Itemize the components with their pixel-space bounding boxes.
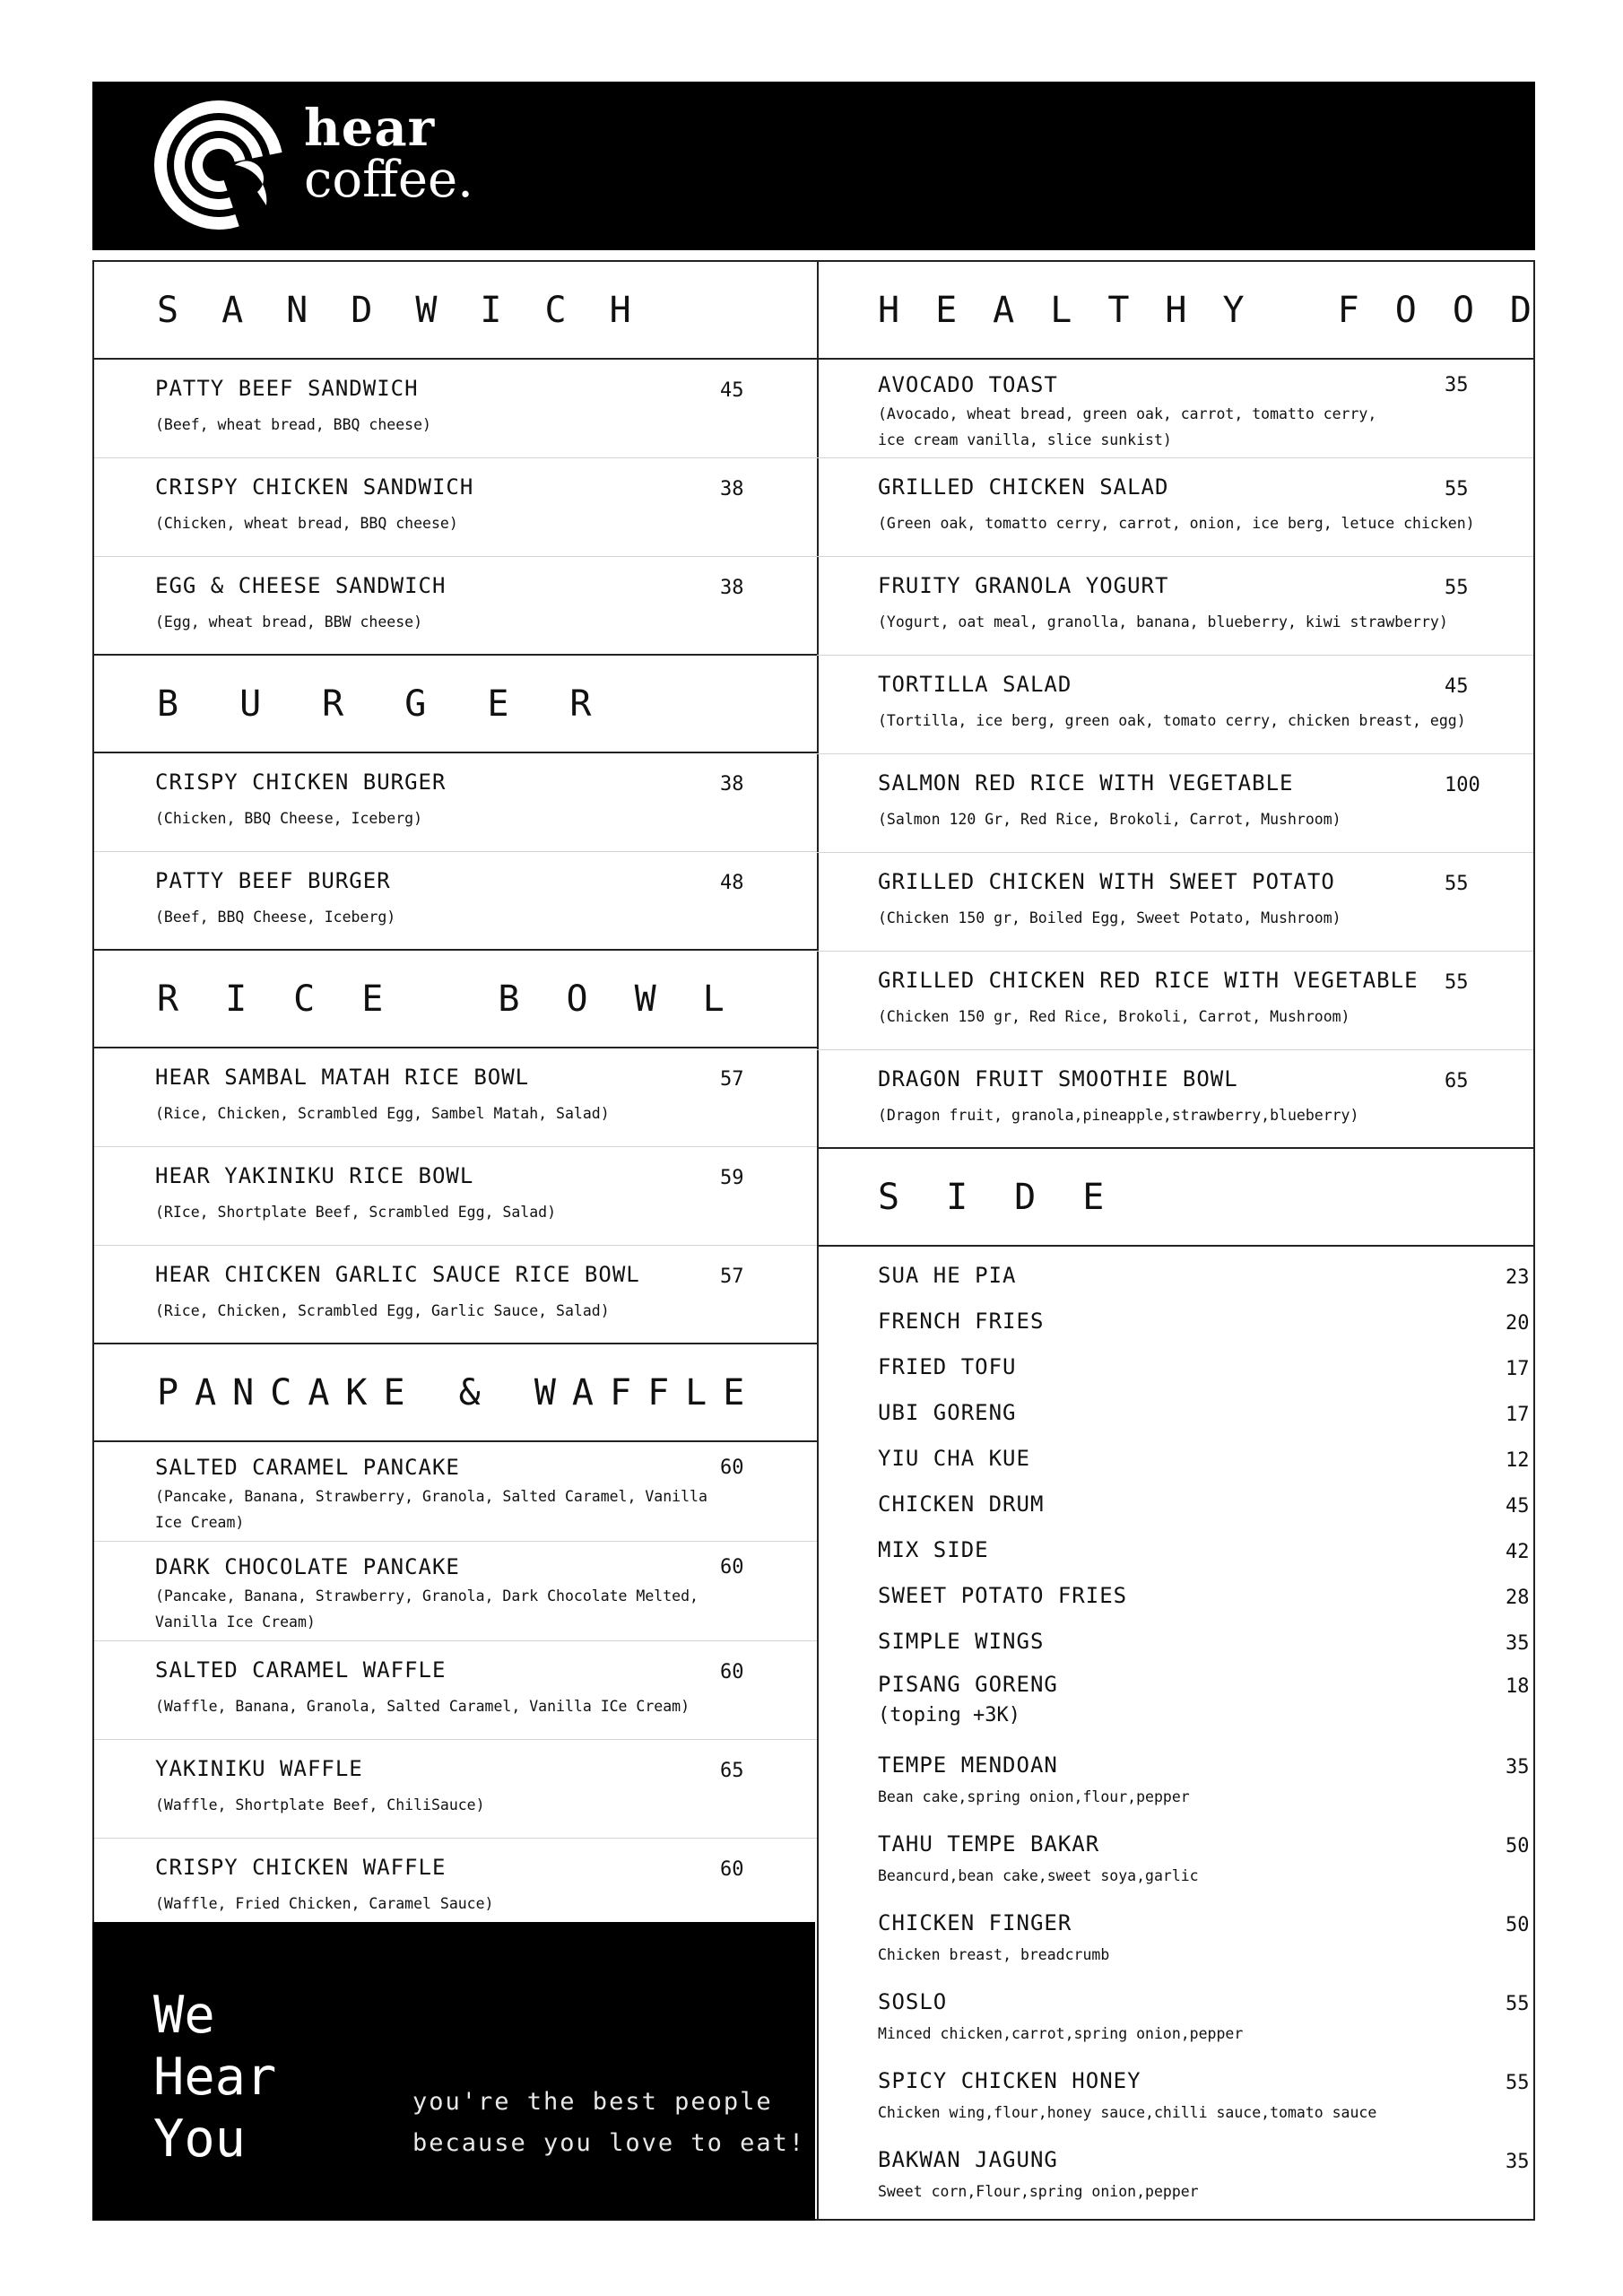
side-item-name: SIMPLE WINGS [878, 1629, 1045, 1654]
item-name: FRUITY GRANOLA YOGURT [878, 573, 1169, 598]
item-price: 38 [720, 577, 744, 599]
item-name: DRAGON FRUIT SMOOTHIE BOWL [878, 1066, 1238, 1091]
side-item-name: SWEET POTATO FRIES [878, 1583, 1128, 1608]
item-desc: (Dragon fruit, granola,pineapple,strawberry,blueberry) [878, 1107, 1359, 1124]
item-name: DARK CHOCOLATE PANCAKE [155, 1554, 460, 1579]
menu-item [817, 1050, 1533, 1149]
item-name: PATTY BEEF BURGER [155, 868, 391, 893]
side-item [878, 1309, 1533, 1354]
item-price: 38 [720, 773, 744, 796]
item-name: YAKINIKU WAFFLE [155, 1756, 363, 1781]
header-banner [92, 82, 1535, 250]
item-name: GRILLED CHICKEN SALAD [878, 474, 1169, 500]
section-title-pancake-waffle: PANCAKE & WAFFLE [94, 1344, 817, 1442]
item-desc: (Salmon 120 Gr, Red Rice, Brokoli, Carrot, Mushroom) [878, 811, 1341, 828]
side-item [878, 1446, 1533, 1492]
item-name: CRISPY CHICKEN BURGER [155, 770, 447, 795]
menu-item [94, 1542, 817, 1641]
item-name: PATTY BEEF SANDWICH [155, 376, 419, 401]
menu-right-column [817, 262, 1567, 2219]
item-price: 57 [720, 1265, 744, 1288]
side-item [878, 1263, 1533, 1309]
menu-item [94, 1641, 817, 1740]
item-name: SALTED CARAMEL WAFFLE [155, 1657, 447, 1683]
item-price: 59 [720, 1167, 744, 1189]
item-price: 55 [1445, 873, 1469, 895]
brand-name [304, 99, 473, 209]
item-name: EGG & CHEESE SANDWICH [155, 573, 447, 598]
footer-slogan-line-2: Hear [153, 2048, 277, 2107]
side-item-name: SOSLO [878, 1989, 948, 2014]
item-price: 65 [720, 1760, 744, 1782]
side-item-price: 20 [1506, 1312, 1530, 1335]
item-name: GRILLED CHICKEN WITH SWEET POTATO [878, 869, 1335, 894]
section-title-healthy-food: HEALTHY FOOD [817, 262, 1533, 360]
menu-item [94, 1442, 817, 1542]
side-item-desc: Chicken wing,flour,honey sauce,chilli sauce,tomato sauce [878, 2104, 1377, 2121]
side-item-name: MIX SIDE [878, 1537, 989, 1562]
item-name: CRISPY CHICKEN WAFFLE [155, 1855, 447, 1880]
item-name: CRISPY CHICKEN SANDWICH [155, 474, 474, 500]
side-item-name: CHICKEN DRUM [878, 1492, 1045, 1517]
item-price: 35 [1445, 374, 1469, 396]
side-item-price: 28 [1506, 1587, 1530, 1609]
footer-banner [92, 1922, 815, 2221]
menu-item [817, 557, 1533, 656]
side-item-desc: Bean cake,spring onion,flour,pepper [878, 1788, 1190, 1805]
item-desc: (Waffle, Fried Chicken, Caramel Sauce) [155, 1895, 494, 1912]
side-item-price: 12 [1506, 1449, 1530, 1472]
side-item-price: 17 [1506, 1404, 1530, 1426]
menu-item [94, 1147, 817, 1246]
item-price: 48 [720, 872, 744, 894]
item-price: 60 [720, 1858, 744, 1881]
menu-item [94, 360, 817, 458]
item-desc: (Beef, wheat bread, BBQ cheese) [155, 416, 431, 433]
item-price: 57 [720, 1068, 744, 1091]
item-desc: (Rice, Chicken, Scrambled Egg, Garlic Sauce, Salad) [155, 1302, 610, 1319]
side-item-name: SUA HE PIA [878, 1263, 1017, 1288]
side-item [878, 2068, 1533, 2147]
item-desc: (Chicken 150 gr, Red Rice, Brokoli, Carrot, Mushroom) [878, 1008, 1350, 1025]
brand-line-2: coffee. [304, 151, 473, 209]
side-item-name: FRIED TOFU [878, 1354, 1017, 1379]
side-item-price: 42 [1506, 1541, 1530, 1563]
menu-item [817, 754, 1533, 853]
item-name: GRILLED CHICKEN RED RICE WITH VEGETABLE [878, 968, 1419, 993]
section-title-side: SIDE [817, 1149, 1533, 1247]
menu-item [94, 753, 817, 852]
item-price: 55 [1445, 577, 1469, 599]
section-title-burger: BURGER [94, 656, 817, 753]
item-name: HEAR YAKINIKU RICE BOWL [155, 1163, 474, 1188]
item-price: 60 [720, 1661, 744, 1683]
item-desc: (Chicken, BBQ Cheese, Iceberg) [155, 810, 423, 827]
side-item-price: 55 [1506, 2072, 1530, 2094]
item-price: 45 [1445, 675, 1469, 698]
item-price: 45 [720, 379, 744, 402]
side-item-price: 23 [1506, 1266, 1530, 1289]
item-desc: (Waffle, Banana, Granola, Salted Caramel, Vanilla ICe Cream) [155, 1698, 690, 1715]
item-desc: (Tortilla, ice berg, green oak, tomato cerry, chicken breast, egg) [878, 712, 1466, 729]
item-desc: (Egg, wheat bread, BBW cheese) [155, 613, 423, 631]
side-item [878, 2147, 1533, 2226]
side-item-price: 50 [1506, 1835, 1530, 1857]
item-desc: (Avocado, wheat bread, green oak, carrot, tomatto cerry, ice cream vanilla, slice sunkist) [878, 405, 1377, 448]
footer-tagline [412, 2082, 805, 2164]
item-desc: (Chicken 150 gr, Boiled Egg, Sweet Potato, Mushroom) [878, 909, 1341, 926]
side-item-price: 50 [1506, 1914, 1530, 1936]
menu-item [94, 1048, 817, 1147]
side-item-name: TAHU TEMPE BAKAR [878, 1831, 1100, 1857]
menu-item [94, 458, 817, 557]
hear-coffee-logo-icon [152, 98, 286, 232]
side-item [878, 1752, 1533, 1831]
item-name: AVOCADO TOAST [878, 372, 1058, 397]
item-desc: (Chicken, wheat bread, BBQ cheese) [155, 515, 458, 532]
item-desc: (RIce, Shortplate Beef, Scrambled Egg, Salad) [155, 1204, 557, 1221]
item-desc: (Green oak, tomatto cerry, carrot, onion, ice berg, letuce chicken) [878, 515, 1475, 532]
footer-tagline-line-1: you're the best people [412, 2088, 773, 2116]
item-name: HEAR CHICKEN GARLIC SAUCE RICE BOWL [155, 1262, 640, 1287]
side-item-name: CHICKEN FINGER [878, 1910, 1072, 1935]
side-list [817, 1247, 1533, 2226]
item-price: 60 [720, 1556, 744, 1578]
side-item [878, 1354, 1533, 1400]
item-name: HEAR SAMBAL MATAH RICE BOWL [155, 1065, 530, 1090]
side-item [878, 1400, 1533, 1446]
side-item-price: 45 [1506, 1495, 1530, 1518]
menu-item [94, 557, 817, 656]
side-item [878, 1989, 1533, 2068]
menu-item [94, 1740, 817, 1839]
item-price: 60 [720, 1457, 744, 1479]
side-item-desc: Chicken breast, breadcrumb [878, 1946, 1110, 1963]
side-item-price: 35 [1506, 2151, 1530, 2173]
footer-slogan-line-3: You [153, 2109, 246, 2169]
footer-tagline-line-2: because you love to eat! [412, 2129, 806, 2157]
item-price: 65 [1445, 1070, 1469, 1092]
side-item [878, 1672, 1533, 1752]
item-price: 100 [1445, 774, 1480, 796]
menu-item [817, 656, 1533, 754]
menu-item [94, 1246, 817, 1344]
section-title-rice-bowl: RICE BOWL [94, 951, 817, 1048]
footer-slogan-line-1: We [153, 1986, 215, 2045]
side-item-price: 18 [1506, 1675, 1530, 1698]
side-item [878, 1492, 1533, 1537]
brand-line-1: hear [304, 99, 436, 158]
footer-slogan [153, 1985, 276, 2170]
item-name: SALMON RED RICE WITH VEGETABLE [878, 770, 1294, 796]
side-item-desc: Sweet corn,Flour,spring onion,pepper [878, 2183, 1199, 2200]
side-item [878, 1629, 1533, 1672]
side-item-name: TEMPE MENDOAN [878, 1752, 1058, 1778]
item-name: TORTILLA SALAD [878, 672, 1072, 697]
side-item-note: (toping +3K) [878, 1704, 1020, 1726]
item-desc: (Yogurt, oat meal, granolla, banana, blueberry, kiwi strawberry) [878, 613, 1448, 631]
menu-item [817, 458, 1533, 557]
side-item [878, 1831, 1533, 1910]
menu-item [817, 952, 1533, 1050]
item-desc: (Waffle, Shortplate Beef, ChiliSauce) [155, 1796, 485, 1813]
item-desc: (Pancake, Banana, Strawberry, Granola, Dark Chocolate Melted, Vanilla Ice Cream) [155, 1587, 699, 1631]
side-item [878, 1583, 1533, 1629]
side-item-name: YIU CHA KUE [878, 1446, 1030, 1471]
side-item-name: UBI GORENG [878, 1400, 1017, 1425]
side-item-price: 35 [1506, 1632, 1530, 1655]
side-item [878, 1537, 1533, 1583]
side-item-name: SPICY CHICKEN HONEY [878, 2068, 1141, 2093]
item-price: 55 [1445, 478, 1469, 500]
item-desc: (Rice, Chicken, Scrambled Egg, Sambel Matah, Salad) [155, 1105, 610, 1122]
side-item-name: FRENCH FRIES [878, 1309, 1045, 1334]
item-desc: (Beef, BBQ Cheese, Iceberg) [155, 909, 396, 926]
item-price: 38 [720, 478, 744, 500]
side-item-price: 55 [1506, 1993, 1530, 2015]
side-item-name: BAKWAN JAGUNG [878, 2147, 1058, 2172]
item-desc: (Pancake, Banana, Strawberry, Granola, Salted Caramel, Vanilla Ice Cream) [155, 1488, 707, 1531]
section-title-sandwich: SANDWICH [94, 262, 817, 360]
side-item-price: 35 [1506, 1756, 1530, 1779]
menu-item [94, 852, 817, 951]
menu-item [817, 360, 1533, 458]
item-price: 55 [1445, 971, 1469, 994]
side-item [878, 1910, 1533, 1989]
side-item-price: 17 [1506, 1358, 1530, 1380]
menu-item [817, 853, 1533, 952]
side-item-desc: Beancurd,bean cake,sweet soya,garlic [878, 1867, 1199, 1884]
side-item-desc: Minced chicken,carrot,spring onion,pepper [878, 2025, 1244, 2042]
side-item-name: PISANG GORENG [878, 1672, 1058, 1697]
item-name: SALTED CARAMEL PANCAKE [155, 1455, 460, 1480]
